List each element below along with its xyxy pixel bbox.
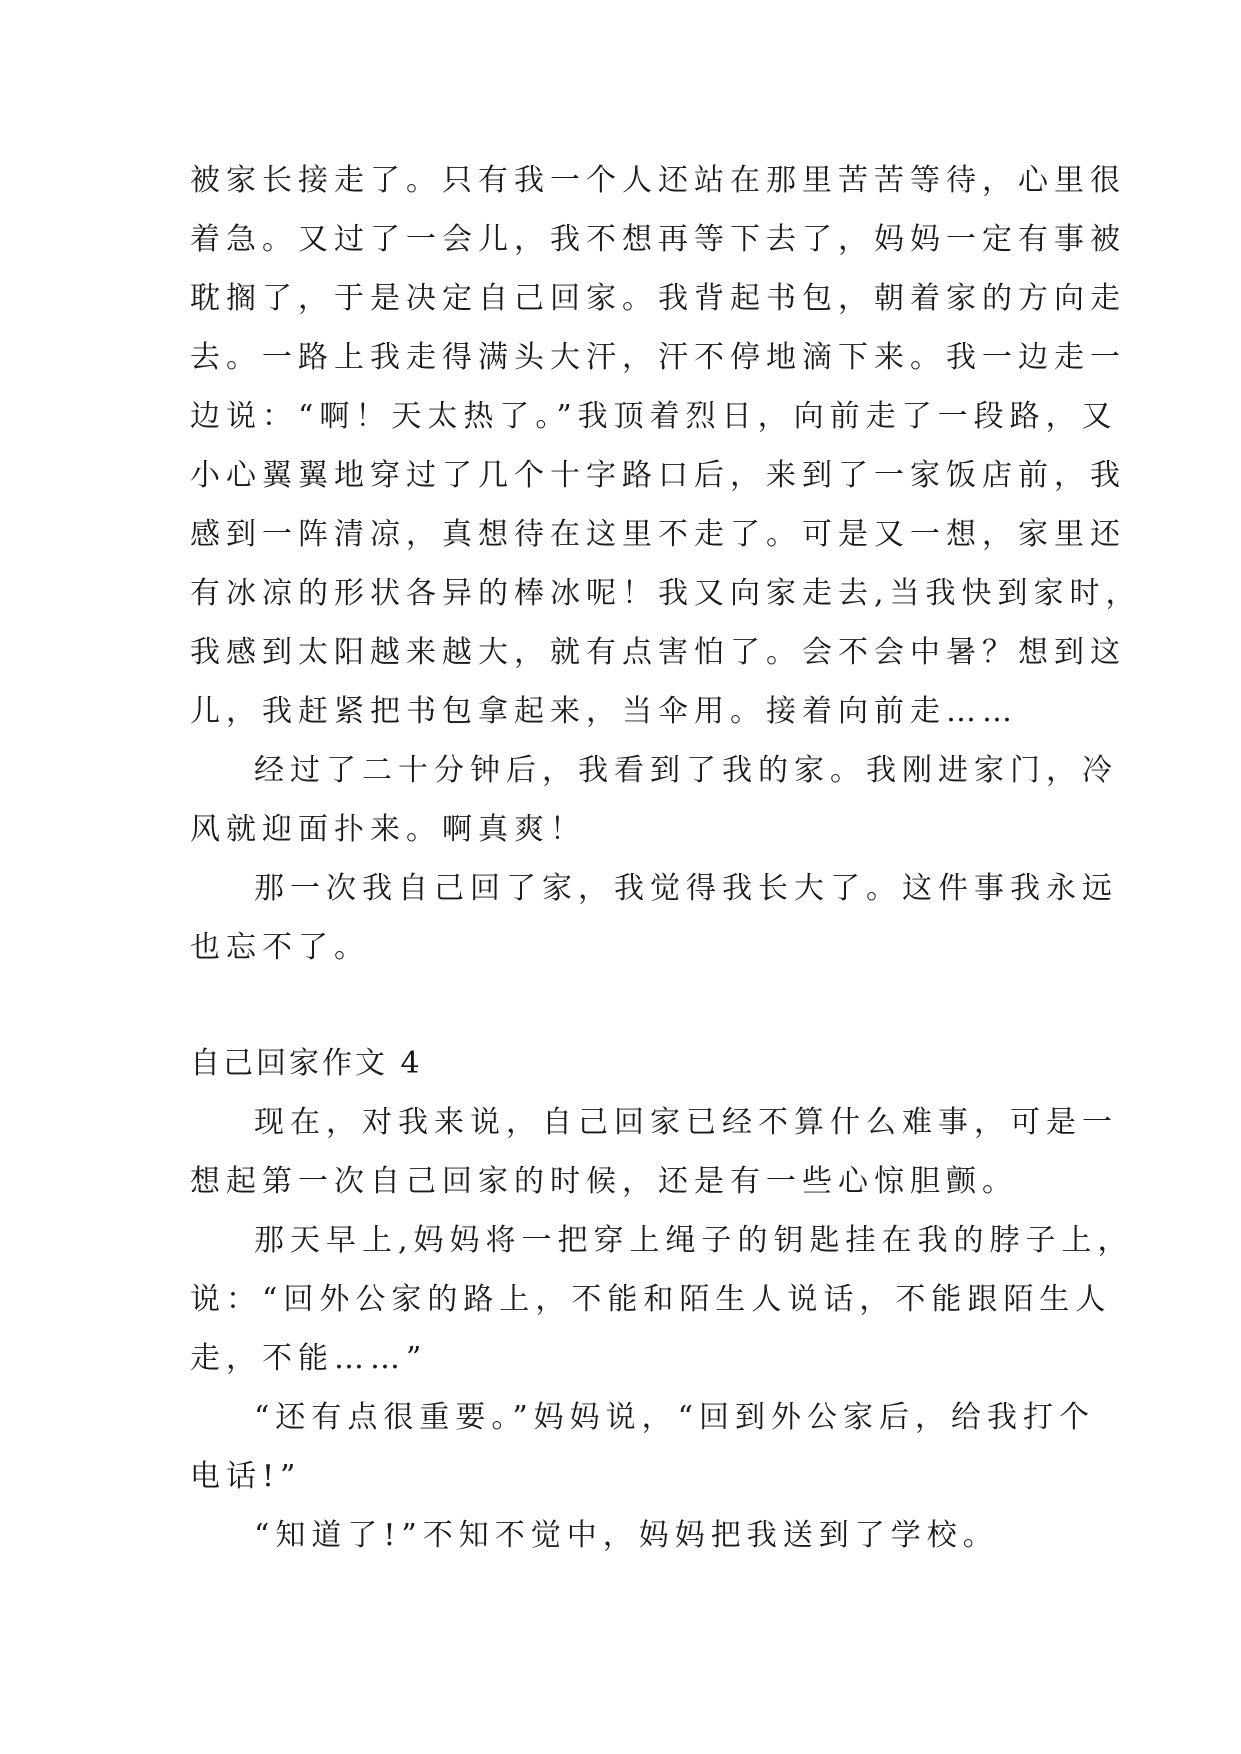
paragraph-start-line: 那一次我自己回了家，我觉得我长大了。这件事我永远 [254, 871, 1118, 906]
text-line: 说：“回外公家的路上，不能和陌生人说话，不能跟陌生人 [190, 1282, 1112, 1317]
paragraph-start-line: “还有点很重要。”妈妈说，“回到外公家后，给我打个 [254, 1400, 1096, 1435]
text-line: 电话!” [190, 1459, 302, 1494]
text-line: 也忘不了。 [190, 930, 370, 965]
text-line: 我感到太阳越来越大，就有点害怕了。会不会中暑？想到这 [190, 635, 1126, 670]
text-line: 小心翼翼地穿过了几个十字路口后，来到了一家饭店前，我 [190, 458, 1126, 493]
text-line: 想起第一次自己回家的时候，还是有一些心惊胆颤。 [190, 1164, 1018, 1199]
paragraph-start-line: 经过了二十分钟后，我看到了我的家。我刚进家门，冷 [254, 753, 1118, 788]
section-title: 自己回家作文 4 [190, 1046, 423, 1081]
text-line: 边说：“啊！天太热了。”我顶着烈日，向前走了一段路，又 [190, 399, 1118, 434]
text-line: 着急。又过了一会儿，我不想再等下去了，妈妈一定有事被 [190, 222, 1126, 257]
text-line: 耽搁了，于是决定自己回家。我背起书包，朝着家的方向走 [190, 281, 1126, 316]
text-line: 有冰凉的形状各异的棒冰呢！我又向家走去,当我快到家时， [190, 576, 1142, 611]
text-line: 风就迎面扑来。啊真爽！ [190, 812, 586, 847]
text-line: 被家长接走了。只有我一个人还站在那里苦苦等待，心里很 [190, 163, 1126, 198]
text-line: 儿，我赶紧把书包拿起来，当伞用。接着向前走…… [190, 694, 1018, 729]
text-line: 走，不能……” [190, 1341, 428, 1376]
paragraph-start-line: 现在，对我来说，自己回家已经不算什么难事，可是一 [254, 1105, 1118, 1140]
essay-4-body [190, 1093, 1134, 1565]
text-line: 感到一阵清凉，真想待在这里不走了。可是又一想，家里还 [190, 517, 1126, 552]
text-line: 去。一路上我走得满头大汗，汗不停地滴下来。我一边走一 [190, 340, 1126, 375]
paragraph-start-line: “知道了!”不知不觉中，妈妈把我送到了学校。 [254, 1518, 999, 1553]
essay-continuation [190, 151, 1142, 977]
paragraph-start-line: 那天早上,妈妈将一把穿上绳子的钥匙挂在我的脖子上， [254, 1223, 1134, 1258]
